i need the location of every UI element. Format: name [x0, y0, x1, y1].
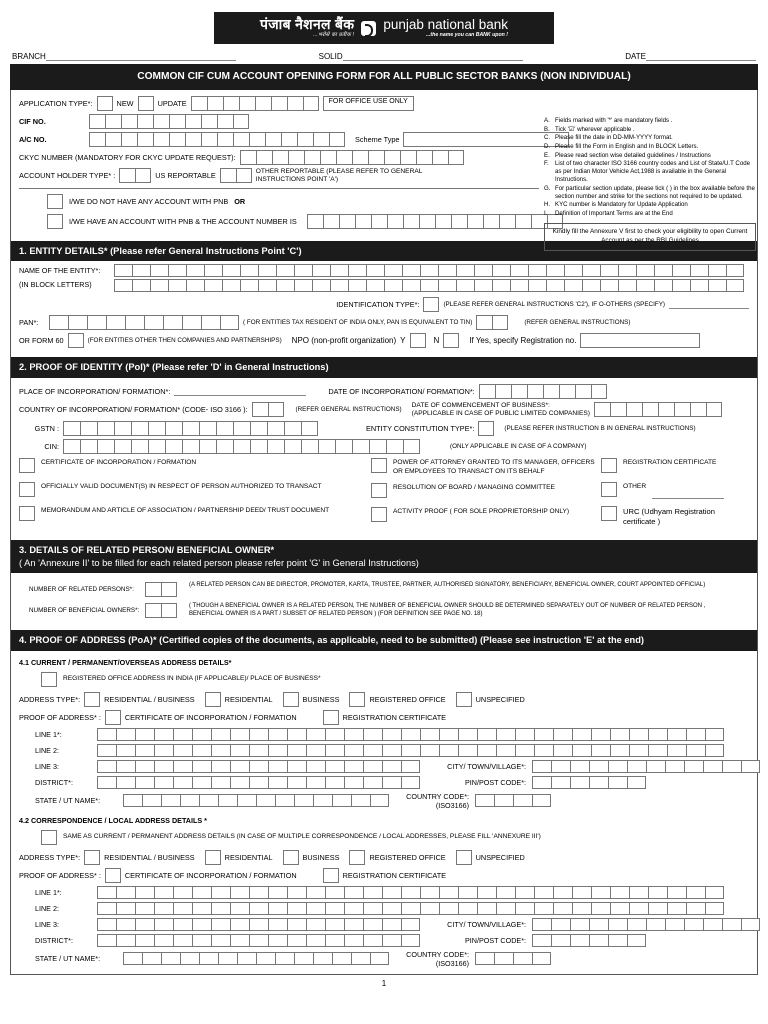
- identification-type-box[interactable]: [423, 297, 439, 312]
- pin-boxes-42[interactable]: [532, 934, 646, 947]
- poi-document-item[interactable]: [371, 507, 601, 524]
- line1-label: LINE 1*:: [35, 729, 62, 739]
- bank-tagline-english: ...the name you can BANK upon !: [426, 32, 508, 39]
- cif-no-boxes[interactable]: [89, 114, 249, 129]
- date-label: DATE: [625, 52, 646, 61]
- instruction-text: Please fill the date in DD-MM-YYYY format.: [555, 134, 673, 142]
- address-line1-boxes[interactable]: [97, 728, 724, 741]
- if-yes-registration-label: If Yes, specify Registration no.: [469, 336, 577, 346]
- npo-label: NPO (non-profit organization): [291, 336, 397, 346]
- place-of-incorporation-label: PLACE OF INCORPORATION/ FORMATION*:: [19, 386, 171, 396]
- identification-type-row: [19, 297, 749, 312]
- registered-office-address-checkbox[interactable]: [41, 672, 57, 687]
- address-line2-row-42: [19, 902, 749, 915]
- pin-boxes[interactable]: [532, 776, 646, 789]
- date-of-commencement-note: (APPLICABLE IN CASE OF PUBLIC LIMITED COMPANIES): [411, 410, 590, 418]
- npo-no-checkbox[interactable]: [443, 333, 459, 348]
- section-41-title: 4.1 CURRENT / PERMANENT/OVERSEAS ADDRESS DETAILS*: [19, 657, 232, 667]
- bank-name-hindi: [260, 17, 354, 38]
- line2-label: LINE 2:: [35, 903, 59, 913]
- doc-activity-proof-checkbox[interactable]: [371, 507, 387, 522]
- address-type-resbus-checkbox-42[interactable]: [84, 850, 100, 865]
- have-account-label: I/WE HAVE AN ACCOUNT WITH PNB & THE ACCOUNT NUMBER IS: [69, 217, 297, 227]
- doc-label: OTHER: [623, 483, 647, 491]
- poi-documents-list: [19, 458, 749, 534]
- country-code-boxes-42[interactable]: [475, 952, 551, 965]
- doc-label: POWER OF ATTORNEY GRANTED TO ITS MANAGER, OFFICERS OR EMPLOYEES TO TRANSACT ON ITS BEHALF: [393, 459, 595, 475]
- branch-input[interactable]: [46, 52, 236, 61]
- identification-type-label: IDENTIFICATION TYPE*:: [336, 300, 420, 310]
- section-1-body: [11, 261, 757, 354]
- section-3-title: 3. DETAILS OF RELATED PERSON/ BENEFICIAL OWNER*: [19, 545, 275, 556]
- npo-yes-label: Y: [400, 336, 406, 346]
- date-of-commencement-label: [412, 402, 590, 418]
- address-type-label: ADDRESS TYPE*:: [19, 694, 81, 704]
- poa-certificate-incorporation-checkbox[interactable]: [105, 710, 121, 725]
- instruction-text: Tick '☑' wherever applicable .: [555, 125, 635, 133]
- registered-office-address-row[interactable]: [41, 672, 749, 687]
- country-code-incorporation-boxes[interactable]: [252, 402, 284, 417]
- address-line2-boxes[interactable]: [97, 744, 724, 757]
- section-4-bar: 4. PROOF OF ADDRESS (PoA)* (Certified copies of the documents, as applicable, need to be submitted) (Please see instruction 'E' at the end): [11, 630, 757, 651]
- instruction-text: For particular section update, please tick ( ) in the box available before the section number and strike for the sections not required to be updated.: [555, 184, 755, 200]
- ckyc-number-label: CKYC NUMBER (MANDATORY FOR CKYC UPDATE REQUEST):: [19, 152, 236, 162]
- address-type-option: RESIDENTIAL / BUSINESS: [104, 694, 195, 704]
- address-type-business-checkbox[interactable]: [283, 692, 299, 707]
- country-code-note: (ISO3166): [435, 800, 469, 810]
- state-boxes[interactable]: [123, 794, 389, 807]
- city-label: CITY/ TOWN/VILLAGE*:: [447, 919, 526, 929]
- us-reportable-label: US REPORTABLE: [155, 170, 216, 180]
- address-line1-boxes-42[interactable]: [97, 886, 724, 899]
- section-3-subtitle: ( An 'Annexure II' to be filled for each related person please refer point 'G' in General Instructions): [19, 557, 419, 568]
- no-account-or: OR: [234, 197, 246, 207]
- scheme-type-label: Scheme Type: [355, 134, 400, 144]
- doc-urc-checkbox[interactable]: [601, 506, 617, 521]
- registered-office-address-label: REGISTERED OFFICE ADDRESS IN INDIA (IF APPLICABLE)/ PLACE OF BUSINESS*: [63, 675, 321, 683]
- entity-constitution-type-box[interactable]: [478, 421, 494, 436]
- form-60-checkbox[interactable]: [68, 333, 84, 348]
- identification-type-specify-input[interactable]: [669, 300, 749, 309]
- doc-other-specify-input[interactable]: [652, 490, 724, 499]
- date-of-incorporation-label: DATE OF INCORPORATION/ FORMATION*:: [328, 386, 475, 396]
- poi-document-item[interactable]: [371, 458, 601, 476]
- related-persons-note: (A RELATED PERSON CAN BE DIRECTOR, PROMOTER, KARTA, TRUSTEE, PARTNER, AUTHORISED SIGNATORY, BENEFICIARY, BENEFICIAL OWNER, COURT APPOINTED OFFICIAL): [189, 582, 706, 589]
- doc-other-checkbox[interactable]: [601, 482, 617, 497]
- country-code-text: COUNTRY CODE*:: [406, 791, 469, 801]
- state-country-row-42: [19, 950, 749, 968]
- doc-registration-certificate-checkbox[interactable]: [601, 458, 617, 473]
- instruction-key: E.: [544, 151, 550, 159]
- line2-label: LINE 2:: [35, 745, 59, 755]
- identification-type-note: (PLEASE REFER GENERAL INSTRUCTIONS 'C2'), IF O-OTHERS (SPECIFY): [443, 301, 665, 309]
- address-type-option: BUSINESS: [302, 852, 340, 862]
- place-date-incorporation-row: [19, 384, 749, 399]
- instruction-text: Definition of Important Terms are at the End: [555, 210, 673, 218]
- branch-field[interactable]: [12, 52, 319, 61]
- address-line1-row-42: [19, 886, 749, 899]
- instruction-text: List of two character ISO 3166 country codes and List of State/U.T Code as per Indian Motor Vehicle Act,1988 is available in the General Instructions.: [555, 160, 750, 184]
- line3-label: LINE 3:: [35, 919, 59, 929]
- doc-label: CERTIFICATE OF INCORPORATION / FORMATION: [41, 459, 197, 467]
- bank-logo-banner: [214, 12, 554, 44]
- ckyc-number-boxes[interactable]: [240, 150, 464, 165]
- bank-tagline-hindi: ...भरोसे का प्रतीक !: [312, 32, 355, 39]
- city-boxes-42[interactable]: [532, 918, 760, 931]
- district-label: DISTRICT*:: [35, 935, 73, 945]
- section-2-body: [11, 378, 757, 537]
- general-instructions-list: [544, 117, 756, 218]
- address-type-option: RESIDENTIAL / BUSINESS: [104, 852, 195, 862]
- page-number: 1: [381, 978, 387, 988]
- address-type-residential-checkbox-42[interactable]: [205, 850, 221, 865]
- form60-npo-row: [19, 333, 749, 348]
- cif-no-label: CIF NO.: [19, 116, 46, 126]
- country-code-label: [389, 950, 475, 968]
- general-instructions-panel: [544, 117, 756, 251]
- country-refer-general-note: (REFER GENERAL INSTRUCTIONS): [295, 405, 402, 413]
- branch-solid-date-row: [10, 52, 758, 61]
- number-of-related-persons-label: NUMBER OF RELATED PERSONS*:: [29, 586, 134, 594]
- address-type-regoffice-checkbox-42[interactable]: [349, 850, 365, 865]
- npo-yes-checkbox[interactable]: [410, 333, 426, 348]
- address-type-regoffice-checkbox[interactable]: [349, 692, 365, 707]
- form-page: [0, 12, 768, 1024]
- poi-document-item[interactable]: [601, 482, 749, 499]
- address-type-option: BUSINESS: [302, 694, 340, 704]
- doc-memorandum-checkbox[interactable]: [19, 506, 35, 521]
- instruction-key: I.: [544, 210, 548, 218]
- line3-label: LINE 3:: [35, 761, 59, 771]
- poi-document-item[interactable]: [19, 482, 371, 499]
- poi-document-item[interactable]: [19, 506, 371, 523]
- date-field[interactable]: [625, 52, 756, 61]
- instruction-key: F.: [544, 160, 549, 168]
- address-line2-boxes-42[interactable]: [97, 902, 724, 915]
- form-title-bar: COMMON CIF CUM ACCOUNT OPENING FORM FOR ALL PUBLIC SECTOR BANKS (NON INDIVIDUAL): [10, 64, 758, 90]
- application-type-update-checkbox[interactable]: [138, 96, 154, 111]
- city-boxes[interactable]: [532, 760, 760, 773]
- proof-of-address-row-42: [19, 868, 749, 883]
- entity-constitution-type-label: ENTITY CONSTITUTION TYPE*:: [366, 424, 475, 434]
- instruction-item: [544, 201, 756, 209]
- address-line3-boxes[interactable]: [97, 760, 420, 773]
- line1-label: LINE 1*:: [35, 887, 62, 897]
- cin-note: (ONLY APPLICABLE IN CASE OF A COMPANY): [450, 443, 587, 451]
- district-label: DISTRICT*:: [35, 777, 73, 787]
- district-pin-row-42: [19, 934, 749, 947]
- beneficial-owners-row: [19, 603, 749, 618]
- instruction-item: [544, 160, 756, 184]
- in-block-letters-label: (IN BLOCK LETTERS): [19, 279, 92, 289]
- state-label: STATE / UT NAME*:: [35, 954, 101, 964]
- poa-option: CERTIFICATE OF INCORPORATION / FORMATION: [124, 870, 297, 880]
- address-type-option: UNSPECIFIED: [475, 694, 525, 704]
- update-label: UPDATE: [157, 98, 187, 108]
- doc-power-of-attorney-checkbox[interactable]: [371, 458, 387, 473]
- doc-label: ACTIVITY PROOF ( FOR SOLE PROPRIETORSHIP ONLY): [393, 508, 570, 516]
- city-label: CITY/ TOWN/VILLAGE*:: [447, 761, 526, 771]
- application-type-label: APPLICATION TYPE*:: [19, 98, 93, 108]
- instruction-item: [544, 134, 756, 142]
- number-of-related-persons-boxes[interactable]: [145, 582, 177, 597]
- application-type-code-boxes[interactable]: [191, 96, 319, 111]
- section-4-body: [11, 651, 757, 974]
- address-type-row-42: [19, 850, 749, 865]
- instruction-text: Fields marked with '*' are mandatory fields .: [555, 117, 673, 124]
- poi-documents-col-1: [19, 458, 371, 534]
- instruction-key: A.: [544, 117, 550, 124]
- pan-label: PAN*:: [19, 318, 39, 328]
- doc-label: MEMORANDUM AND ARTICLE OF ASSOCIATION / PARTNERSHIP DEED/ TRUST DOCUMENT: [41, 507, 330, 515]
- address-type-option: REGISTERED OFFICE: [369, 694, 446, 704]
- account-holder-type-label: ACCOUNT HOLDER TYPE* :: [19, 170, 116, 180]
- bank-name-english-main: punjab national bank: [383, 16, 508, 32]
- district-boxes[interactable]: [97, 776, 420, 789]
- address-type-row-41: [19, 692, 749, 707]
- proof-of-address-row-41: [19, 710, 749, 725]
- poi-documents-col-3: [601, 458, 749, 534]
- related-persons-row: [19, 582, 749, 597]
- address-type-resbus-checkbox[interactable]: [84, 692, 100, 707]
- proof-of-address-label: PROOF OF ADDRESS* :: [19, 712, 101, 722]
- date-of-incorporation-boxes[interactable]: [479, 384, 607, 399]
- office-divider: [19, 188, 539, 189]
- poi-document-item[interactable]: [19, 458, 371, 475]
- npo-no-label: N: [433, 336, 440, 346]
- no-account-checkbox[interactable]: [47, 194, 63, 209]
- account-holder-type-boxes[interactable]: [119, 168, 151, 183]
- entity-name-line2-boxes[interactable]: [114, 279, 744, 292]
- address-type-unspecified-checkbox[interactable]: [456, 692, 472, 707]
- doc-officially-valid-checkbox[interactable]: [19, 482, 35, 497]
- section-3-body: [11, 573, 757, 627]
- state-boxes-42[interactable]: [123, 952, 389, 965]
- instruction-text: KYC number is Mandatory for Update Application: [555, 201, 688, 209]
- entity-name-block: [19, 264, 749, 292]
- annexure-v-note: Kindly fill the Annexure V first to check your eligibility to open Current Account as per the RBI Guidelines: [544, 223, 756, 251]
- poi-document-item[interactable]: [601, 506, 749, 527]
- new-label: NEW: [116, 98, 134, 108]
- state-label: STATE / UT NAME*:: [35, 796, 101, 806]
- instruction-item: [544, 126, 756, 134]
- beneficial-owners-note: ( THOUGH A BENEFICIAL OWNER IS A RELATED PERSON, THE NUMBER OF BENEFICIAL OWNER SHOULD BE DETERMINED SEPARATELY OUT OF NUMBER OF RELATED PERSON , BENEFICIAL OWNER IS A PART / SUBSET OF RELATED PERSON ) (FOR DEFINITION SEE PAGE NO. 18): [189, 603, 706, 617]
- gstn-boxes[interactable]: [63, 421, 318, 436]
- instruction-item: [544, 152, 756, 160]
- address-type-option: RESIDENTIAL: [224, 694, 273, 704]
- date-of-commencement-boxes[interactable]: [594, 402, 722, 417]
- address-line3-city-row-42: [19, 918, 749, 931]
- solid-label: SOLID: [318, 52, 343, 61]
- address-type-residential-checkbox[interactable]: [205, 692, 221, 707]
- registration-no-input[interactable]: [580, 333, 700, 348]
- country-code-label: [389, 792, 475, 810]
- doc-label: URC (Udhyam Registration certificate ): [623, 507, 715, 527]
- address-line3-boxes-42[interactable]: [97, 918, 420, 931]
- pin-label: PIN/POST CODE*:: [465, 777, 526, 787]
- country-commencement-row: [19, 402, 749, 418]
- solid-input[interactable]: [343, 52, 523, 61]
- district-boxes-42[interactable]: [97, 934, 420, 947]
- instruction-item: [544, 185, 756, 201]
- date-input[interactable]: [646, 52, 756, 61]
- same-as-current-row[interactable]: [41, 830, 749, 845]
- poa-certificate-incorporation-checkbox-42[interactable]: [105, 868, 121, 883]
- instruction-key: B.: [544, 125, 550, 133]
- pan-boxes[interactable]: [49, 315, 239, 330]
- doc-label: RESOLUTION OF BOARD / MANAGING COMMITTEE: [393, 484, 555, 492]
- doc-label: REGISTRATION CERTIFICATE: [623, 459, 717, 467]
- application-type-row: [19, 96, 749, 111]
- poa-option: REGISTRATION CERTIFICATE: [342, 870, 447, 880]
- instruction-key: G.: [544, 184, 551, 192]
- pnb-emblem-icon: [361, 21, 376, 36]
- number-of-beneficial-owners-label: NUMBER OF BENEFICIAL OWNERS*:: [29, 607, 140, 615]
- solid-field[interactable]: [319, 52, 626, 61]
- district-pin-row-41: [19, 776, 749, 789]
- address-line2-row-41: [19, 744, 749, 757]
- instruction-key: C.: [544, 134, 551, 142]
- gstn-label: GSTN :: [34, 424, 59, 434]
- pan-refer-general-note: (REFER GENERAL INSTRUCTIONS): [524, 319, 631, 327]
- poi-document-item[interactable]: [601, 458, 749, 475]
- country-code-text: COUNTRY CODE*:: [406, 949, 469, 959]
- instruction-item: [544, 117, 756, 125]
- form-60-note: (FOR ENTITIES OTHER THEN COMPANIES AND PARTNERSHIPS): [87, 337, 282, 345]
- pan-note: ( FOR ENTITIES TAX RESIDENT OF INDIA ONLY, PAN IS EQUIVALENT TO TIN): [243, 319, 473, 327]
- section-3-bar: [11, 540, 757, 573]
- branch-label: BRANCH: [12, 52, 46, 61]
- same-as-current-label: SAME AS CURRENT / PERMANENT ADDRESS DETAILS (IN CASE OF MULTIPLE CORRESPONDENCE / LOCAL ADDRESSES, PLEASE FILL 'ANNEXURE III'): [63, 833, 541, 841]
- instruction-key: D.: [544, 142, 551, 150]
- number-of-beneficial-owners-boxes[interactable]: [145, 603, 177, 618]
- cin-label: CIN:: [44, 442, 59, 452]
- bank-name-hindi-main: पंजाब नैशनल बैंक: [260, 16, 355, 33]
- doc-label: OFFICIALLY VALID DOCUMENT(S) IN RESPECT OF PERSON AUTHORIZED TO TRANSACT: [41, 483, 322, 491]
- us-reportable-boxes[interactable]: [220, 168, 252, 183]
- address-type-option: REGISTERED OFFICE: [369, 852, 446, 862]
- address-line1-row-41: [19, 728, 749, 741]
- date-of-commencement-text: DATE OF COMMENCEMENT OF BUSINESS*:: [411, 401, 550, 409]
- pan-row: [19, 315, 749, 330]
- section-42-title: 4.2 CORRESPONDENCE / LOCAL ADDRESS DETAILS *: [19, 815, 207, 825]
- name-of-entity-label: NAME OF THE ENTITY*:: [19, 266, 101, 276]
- entity-constitution-note: (PLEASE REFER INSTRUCTION B IN GENERAL INSTRUCTIONS): [504, 425, 696, 433]
- country-of-incorporation-label: COUNTRY OF INCORPORATION/ FORMATION* (CODE- ISO 3166 ):: [19, 404, 248, 414]
- country-code-note: (ISO3166): [435, 958, 469, 968]
- entity-name-line1-boxes[interactable]: [114, 264, 744, 277]
- have-account-number-boxes[interactable]: [307, 214, 563, 229]
- instruction-item: [544, 210, 756, 218]
- instruction-text: Please read section wise detailed guidelines / Instructions: [555, 151, 711, 159]
- same-as-current-checkbox[interactable]: [41, 830, 57, 845]
- instruction-key: H.: [544, 201, 551, 209]
- poa-registration-certificate-checkbox[interactable]: [323, 710, 339, 725]
- no-account-label: I/WE DO NOT HAVE ANY ACCOUNT WITH PNB: [69, 197, 229, 207]
- poa-option: CERTIFICATE OF INCORPORATION / FORMATION: [124, 712, 297, 722]
- section-1-bar: 1. ENTITY DETAILS* (Please refer General Instructions Point 'C'): [11, 241, 757, 262]
- place-of-incorporation-input[interactable]: [174, 387, 306, 396]
- poa-option: REGISTRATION CERTIFICATE: [342, 712, 447, 722]
- or-form-60-label: OR FORM 60: [19, 336, 64, 346]
- ac-no-boxes[interactable]: [89, 132, 345, 147]
- instruction-item: [544, 143, 756, 151]
- have-account-checkbox[interactable]: [47, 214, 63, 229]
- bank-name-english: [383, 18, 508, 39]
- address-type-label: ADDRESS TYPE*:: [19, 852, 81, 862]
- proof-of-address-label: PROOF OF ADDRESS* :: [19, 870, 101, 880]
- poi-document-item[interactable]: [371, 483, 601, 500]
- gstn-entity-constitution-row: [19, 421, 749, 436]
- address-type-option: RESIDENTIAL: [224, 852, 273, 862]
- application-type-new-checkbox[interactable]: [97, 96, 113, 111]
- pan-country-boxes[interactable]: [476, 315, 508, 330]
- cin-row: [19, 439, 749, 454]
- address-line3-city-row-41: [19, 760, 749, 773]
- poi-documents-col-2: [371, 458, 601, 534]
- cin-boxes[interactable]: [63, 439, 420, 454]
- poa-registration-certificate-checkbox-42[interactable]: [323, 868, 339, 883]
- country-code-boxes[interactable]: [475, 794, 551, 807]
- doc-certificate-incorporation-checkbox[interactable]: [19, 458, 35, 473]
- address-type-business-checkbox-42[interactable]: [283, 850, 299, 865]
- doc-resolution-board-checkbox[interactable]: [371, 483, 387, 498]
- for-office-use-only-box: FOR OFFICE USE ONLY: [323, 96, 414, 111]
- state-country-row-41: [19, 792, 749, 810]
- section-2-bar: 2. PROOF OF IDENTITY (PoI)* (Please refer 'D' in General Instructions): [11, 357, 757, 378]
- instruction-text: Please fill the Form in English and In BLOCK Letters.: [555, 142, 699, 150]
- ac-no-label: A/C NO.: [19, 134, 47, 144]
- other-reportable-note: OTHER REPORTABLE (PLEASE REFER TO GENERAL INSTRUCTIONS POINT 'A'): [255, 167, 423, 183]
- pin-label: PIN/POST CODE*:: [465, 935, 526, 945]
- address-type-unspecified-checkbox-42[interactable]: [456, 850, 472, 865]
- address-type-option: UNSPECIFIED: [475, 852, 525, 862]
